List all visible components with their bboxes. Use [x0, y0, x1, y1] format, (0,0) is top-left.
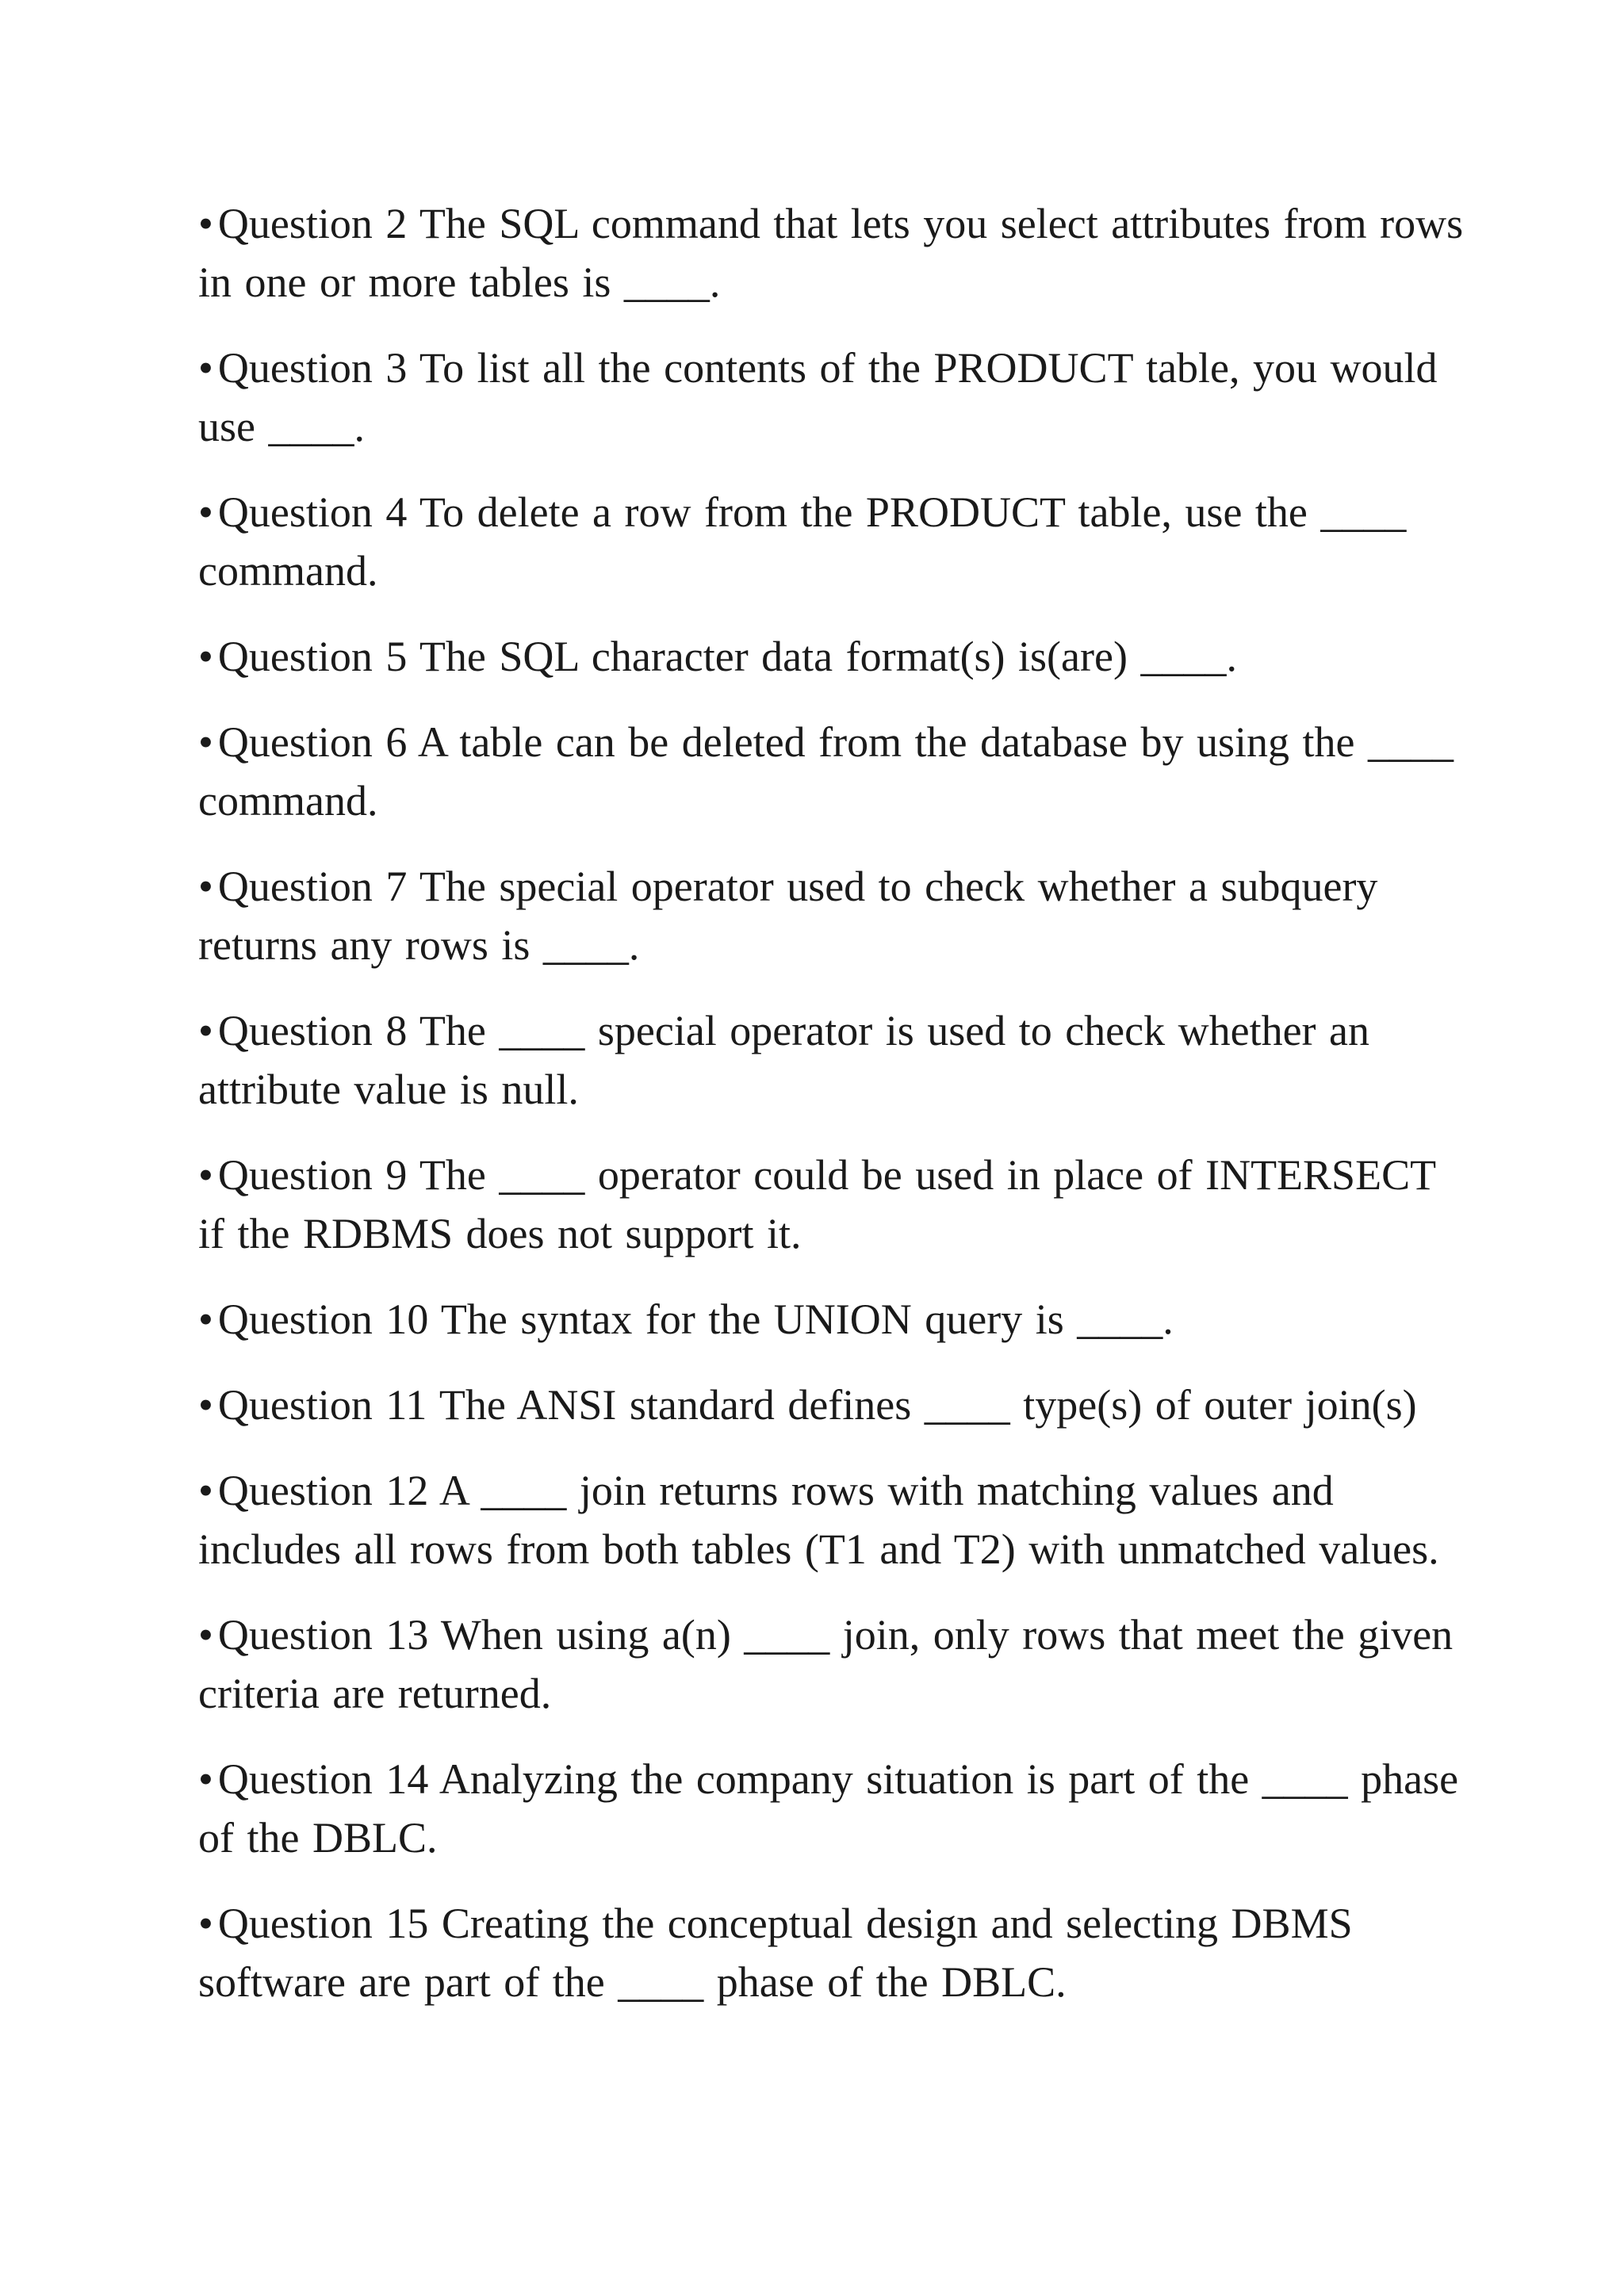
question-text: Question 8 The ____ special operator is used to check whether an attribute value is null.: [198, 1007, 1369, 1113]
bullet: •: [198, 1611, 213, 1659]
question-text: Question 13 When using a(n) ____ join, only rows that meet the given criteria are returned.: [198, 1611, 1454, 1717]
question-12: [198, 1461, 1467, 1578]
question-text: Question 2 The SQL command that lets you select attributes from rows in one or more tables is ____.: [198, 200, 1464, 306]
bullet: •: [198, 1755, 213, 1803]
bullet: •: [198, 718, 213, 766]
question-8: [198, 1001, 1467, 1119]
question-text: Question 11 The ANSI standard defines ____ type(s) of outer join(s): [217, 1381, 1417, 1429]
question-5: [198, 627, 1467, 686]
bullet: •: [198, 1381, 213, 1429]
question-11: [198, 1376, 1467, 1434]
question-text: Question 12 A ____ join returns rows with matching values and includes all rows from both tables (T1 and T2) with unmatched values.: [198, 1467, 1439, 1573]
bullet: •: [198, 200, 213, 247]
question-10: [198, 1290, 1467, 1349]
question-15: [198, 1894, 1467, 2011]
question-7: [198, 857, 1467, 974]
question-14: [198, 1750, 1467, 1867]
question-list: [198, 194, 1467, 2038]
bullet: •: [198, 863, 213, 910]
bullet: •: [198, 344, 213, 392]
question-text: Question 10 The syntax for the UNION query is ____.: [217, 1295, 1174, 1343]
question-6: [198, 713, 1467, 830]
bullet: •: [198, 633, 213, 680]
question-9: [198, 1146, 1467, 1263]
question-13: [198, 1605, 1467, 1723]
question-3: [198, 339, 1467, 456]
question-text: Question 7 The special operator used to check whether a subquery returns any rows is ____.: [198, 863, 1378, 969]
question-text: Question 5 The SQL character data format(s) is(are) ____.: [217, 633, 1237, 680]
question-2: [198, 194, 1467, 312]
question-text: Question 14 Analyzing the company situation is part of the ____ phase of the DBLC.: [198, 1755, 1459, 1862]
question-4: [198, 483, 1467, 600]
question-text: Question 9 The ____ operator could be used in place of INTERSECT if the RDBMS does not support it.: [198, 1151, 1436, 1257]
question-text: Question 4 To delete a row from the PRODUCT table, use the ____ command.: [198, 488, 1407, 595]
question-text: Question 3 To list all the contents of the PRODUCT table, you would use ____.: [198, 344, 1438, 450]
question-text: Question 15 Creating the conceptual design and selecting DBMS software are part of the ____ phase of the DBLC.: [198, 1900, 1353, 2006]
bullet: •: [198, 488, 213, 536]
bullet: •: [198, 1467, 213, 1514]
bullet: •: [198, 1295, 213, 1343]
question-text: Question 6 A table can be deleted from the database by using the ____ command.: [198, 718, 1454, 825]
bullet: •: [198, 1151, 213, 1199]
bullet: •: [198, 1900, 213, 1947]
bullet: •: [198, 1007, 213, 1054]
